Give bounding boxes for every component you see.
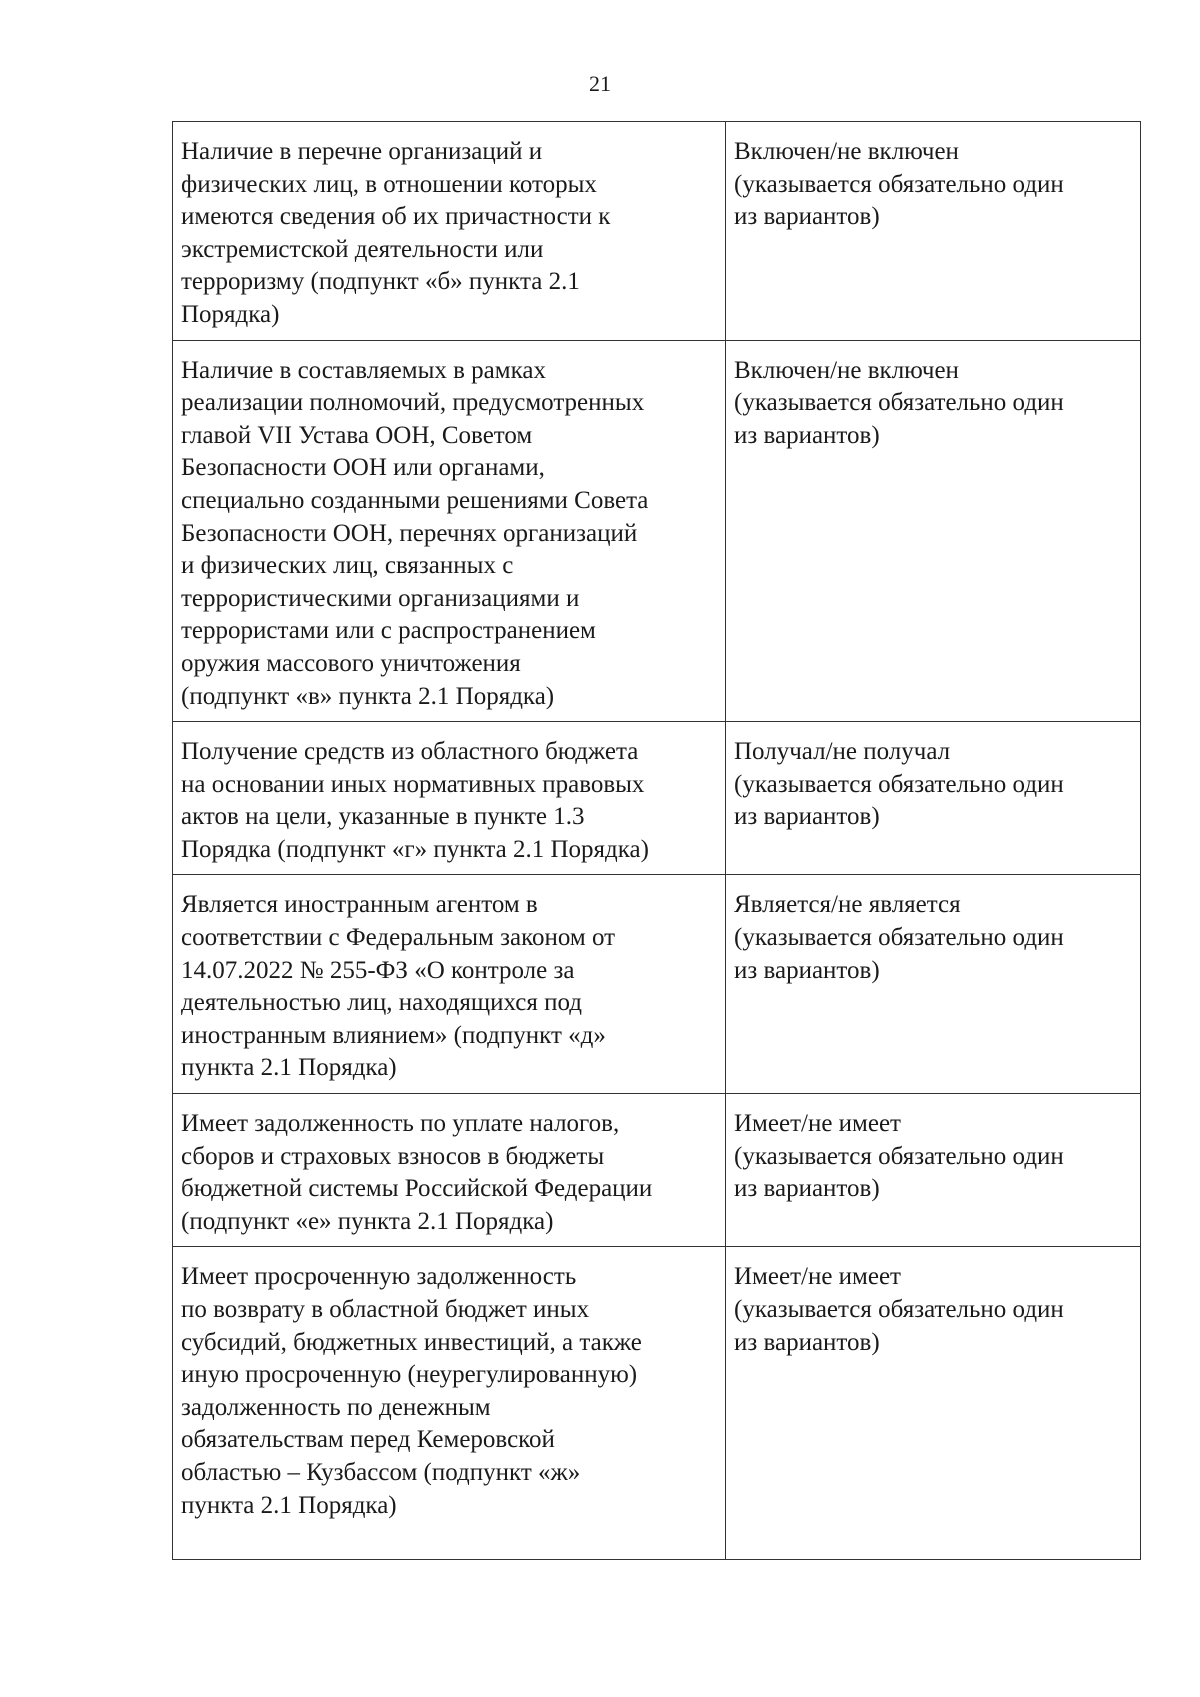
options-cell: Получал/не получал (указывается обязательно один из вариантов) (726, 722, 1141, 875)
table-row (173, 875, 1141, 1094)
options-cell: Является/не является (указывается обязательно один из вариантов) (726, 875, 1141, 1094)
requirements-table (172, 121, 1141, 1560)
table-row (173, 1247, 1141, 1560)
table-row (173, 340, 1141, 722)
criterion-cell: Наличие в перечне организаций и физических лиц, в отношении которых имеются сведения об их причастности к экстремистской деятельности или терроризму (подпункт «б» пункта 2.1 Порядка) (173, 122, 726, 341)
criterion-cell: Имеет просроченную задолженность по возврату в областной бюджет иных субсидий, бюджетных инвестиций, а также иную просроченную (неурегулированную) задолженность по денежным обязательствам перед Кемеровской областью – Кузбассом (подпункт «ж» пункта 2.1 Порядка) (173, 1247, 726, 1560)
options-cell: Имеет/не имеет (указывается обязательно один из вариантов) (726, 1247, 1141, 1560)
table-row (173, 122, 1141, 341)
criterion-cell: Имеет задолженность по уплате налогов, сборов и страховых взносов в бюджеты бюджетной системы Российской Федерации (подпункт «е» пункта 2.1 Порядка) (173, 1094, 726, 1247)
options-cell: Имеет/не имеет (указывается обязательно один из вариантов) (726, 1094, 1141, 1247)
criterion-cell: Получение средств из областного бюджета на основании иных нормативных правовых актов на цели, указанные в пункте 1.3 Порядка (подпункт «г» пункта 2.1 Порядка) (173, 722, 726, 875)
criterion-cell: Является иностранным агентом в соответствии с Федеральным законом от 14.07.2022 № 255-ФЗ «О контроле за деятельностью лиц, находящихся под иностранным влиянием» (подпункт «д» пункта 2.1 Порядка) (173, 875, 726, 1094)
options-cell: Включен/не включен (указывается обязательно один из вариантов) (726, 122, 1141, 341)
criterion-cell: Наличие в составляемых в рамках реализации полномочий, предусмотренных главой VII Устава ООН, Советом Безопасности ООН или органами, специально созданными решениями Совета Безопасности ООН, перечнях организаций и физических лиц, связанных с террористическими организациями и террористами или с распространением оружия массового уничтожения (подпункт «в» пункта 2.1 Порядка) (173, 340, 726, 722)
page-number: 21 (589, 71, 611, 96)
table-row (173, 722, 1141, 875)
options-cell: Включен/не включен (указывается обязательно один из вариантов) (726, 340, 1141, 722)
table-row (173, 1094, 1141, 1247)
